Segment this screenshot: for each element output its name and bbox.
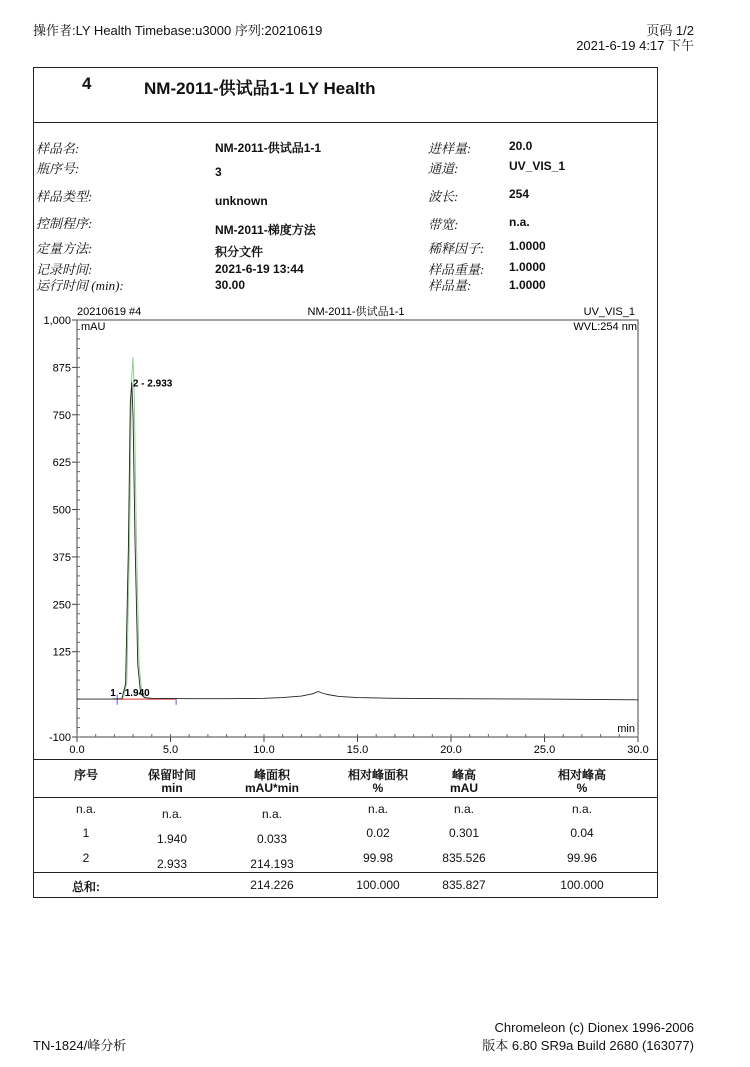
table-cell: n.a. xyxy=(261,807,282,821)
wavelength-label: WVL:254 nm xyxy=(573,321,637,333)
y-tick-label: -100 xyxy=(48,732,71,744)
info-value: 2021-6-19 13:44 xyxy=(215,262,304,276)
peak-label: 1 - 1.940 xyxy=(110,687,150,699)
col-header-unit: min xyxy=(161,781,183,795)
peak-table xyxy=(33,759,658,898)
table-cell: 214.226 xyxy=(250,878,294,892)
info-value: 20.0 xyxy=(509,139,533,153)
chromatogram-svg xyxy=(34,301,657,759)
y-axis-unit: mAU xyxy=(81,321,106,333)
chromatogram-trace xyxy=(77,382,638,699)
col-header: 序号 xyxy=(73,768,98,782)
info-label: 带宽: xyxy=(428,217,459,232)
table-cell: 0.04 xyxy=(570,826,594,840)
table-cell: 214.193 xyxy=(250,857,294,871)
table-cell: 99.98 xyxy=(362,851,394,865)
table-cell: 0.301 xyxy=(448,826,480,840)
table-cell: 99.96 xyxy=(566,851,598,865)
table-cell: 0.02 xyxy=(366,826,390,840)
table-cell: 2 xyxy=(82,851,90,865)
info-value: 积分文件 xyxy=(215,245,264,259)
chromatogram xyxy=(33,301,658,759)
footer-version: 版本 6.80 SR9a Build 2680 (163077) xyxy=(482,1038,694,1053)
table-cell: 835.526 xyxy=(442,851,486,865)
table-cell: n.a. xyxy=(367,802,388,816)
table-cell: 2.933 xyxy=(156,857,188,871)
x-tick-label: 30.0 xyxy=(627,744,649,756)
col-header: 峰面积 xyxy=(253,768,290,782)
y-tick-label: 500 xyxy=(52,504,71,517)
col-header-unit: % xyxy=(576,781,588,795)
info-value: 254 xyxy=(509,187,530,201)
y-tick-label: 625 xyxy=(52,457,71,470)
y-tick-label: 250 xyxy=(52,599,71,612)
footer-report-id: TN-1824/峰分析 xyxy=(33,1038,127,1053)
info-value: 3 xyxy=(215,165,222,179)
footer-copyright: Chromeleon (c) Dionex 1996-2006 xyxy=(494,1020,694,1035)
x-tick-label: 10.0 xyxy=(253,744,275,756)
info-value: 30.00 xyxy=(215,278,246,292)
col-header: 峰高 xyxy=(451,768,476,782)
col-header: 保留时间 xyxy=(147,768,196,782)
table-cell: n.a. xyxy=(161,807,182,821)
info-label: 进样量: xyxy=(428,141,472,156)
table-cell: 0.033 xyxy=(256,832,288,846)
y-tick-label: 875 xyxy=(52,362,71,375)
table-cell: 1 xyxy=(82,826,90,840)
info-label: 样品名: xyxy=(36,141,80,156)
col-header: 相对峰高 xyxy=(557,768,606,782)
info-label: 样品重量: xyxy=(428,262,485,277)
x-tick-label: 25.0 xyxy=(533,744,556,756)
x-tick-label: 5.0 xyxy=(162,744,179,756)
peak-label: 2 - 2.933 xyxy=(132,378,173,390)
table-cell: 100.000 xyxy=(356,878,400,892)
info-label: 运行时间 (min): xyxy=(36,278,124,293)
title-box xyxy=(33,67,658,123)
y-tick-label: 1,000 xyxy=(43,315,71,327)
info-value: UV_VIS_1 xyxy=(509,159,566,173)
col-header-unit: mAU xyxy=(449,781,478,795)
info-value: 1.0000 xyxy=(509,278,546,292)
table-divider xyxy=(34,872,657,873)
info-value: NM-2011-供试品1-1 xyxy=(215,141,322,155)
chart-sample-label: NM-2011-供试品1-1 xyxy=(307,306,405,318)
info-label: 控制程序: xyxy=(36,216,93,231)
page-number: 页码 1/2 xyxy=(646,23,694,38)
header-operator: 操作者:LY Health Timebase:u3000 序列:20210619 xyxy=(33,23,323,38)
info-label: 样品量: xyxy=(428,278,472,293)
info-label: 瓶序号: xyxy=(36,161,80,176)
col-header-unit: % xyxy=(372,781,384,795)
table-cell: n.a. xyxy=(75,802,96,816)
chart-sequence-label: 20210619 #4 xyxy=(77,306,142,318)
table-divider xyxy=(34,797,657,798)
x-tick-label: 20.0 xyxy=(440,744,462,756)
info-label: 记录时间: xyxy=(36,262,93,277)
y-tick-label: 375 xyxy=(52,551,71,564)
x-tick-label: 0.0 xyxy=(69,744,85,756)
col-header: 相对峰面积 xyxy=(347,768,408,782)
info-value: NM-2011-梯度方法 xyxy=(215,223,316,237)
table-cell: n.a. xyxy=(453,802,474,816)
info-value: unknown xyxy=(215,194,268,208)
info-label: 通道: xyxy=(428,161,459,176)
x-axis-unit: min xyxy=(617,723,635,735)
info-value: n.a. xyxy=(509,215,530,229)
info-label: 稀释因子: xyxy=(428,241,485,256)
info-label: 定量方法: xyxy=(36,241,93,256)
table-total-label: 总和: xyxy=(72,880,100,894)
y-tick-label: 750 xyxy=(52,409,71,422)
print-datetime: 2021-6-19 4:17 下午 xyxy=(576,38,694,53)
info-label: 波长: xyxy=(428,189,459,204)
y-axis xyxy=(43,315,80,744)
x-tick-label: 15.0 xyxy=(346,744,369,756)
table-cell: 835.827 xyxy=(442,878,486,892)
table-cell: n.a. xyxy=(571,802,592,816)
col-header-unit: mAU*min xyxy=(244,781,299,795)
injection-number: 4 xyxy=(82,74,92,93)
info-value: 1.0000 xyxy=(509,260,546,274)
y-tick-label: 125 xyxy=(52,646,71,659)
info-label: 样品类型: xyxy=(36,189,93,204)
sample-info xyxy=(33,121,658,301)
sample-title: NM-2011-供试品1-1 LY Health xyxy=(144,79,376,98)
table-cell: 1.940 xyxy=(156,832,188,846)
info-value: 1.0000 xyxy=(509,239,546,253)
table-cell: 100.000 xyxy=(560,878,604,892)
chart-channel-label: UV_VIS_1 xyxy=(583,306,635,318)
